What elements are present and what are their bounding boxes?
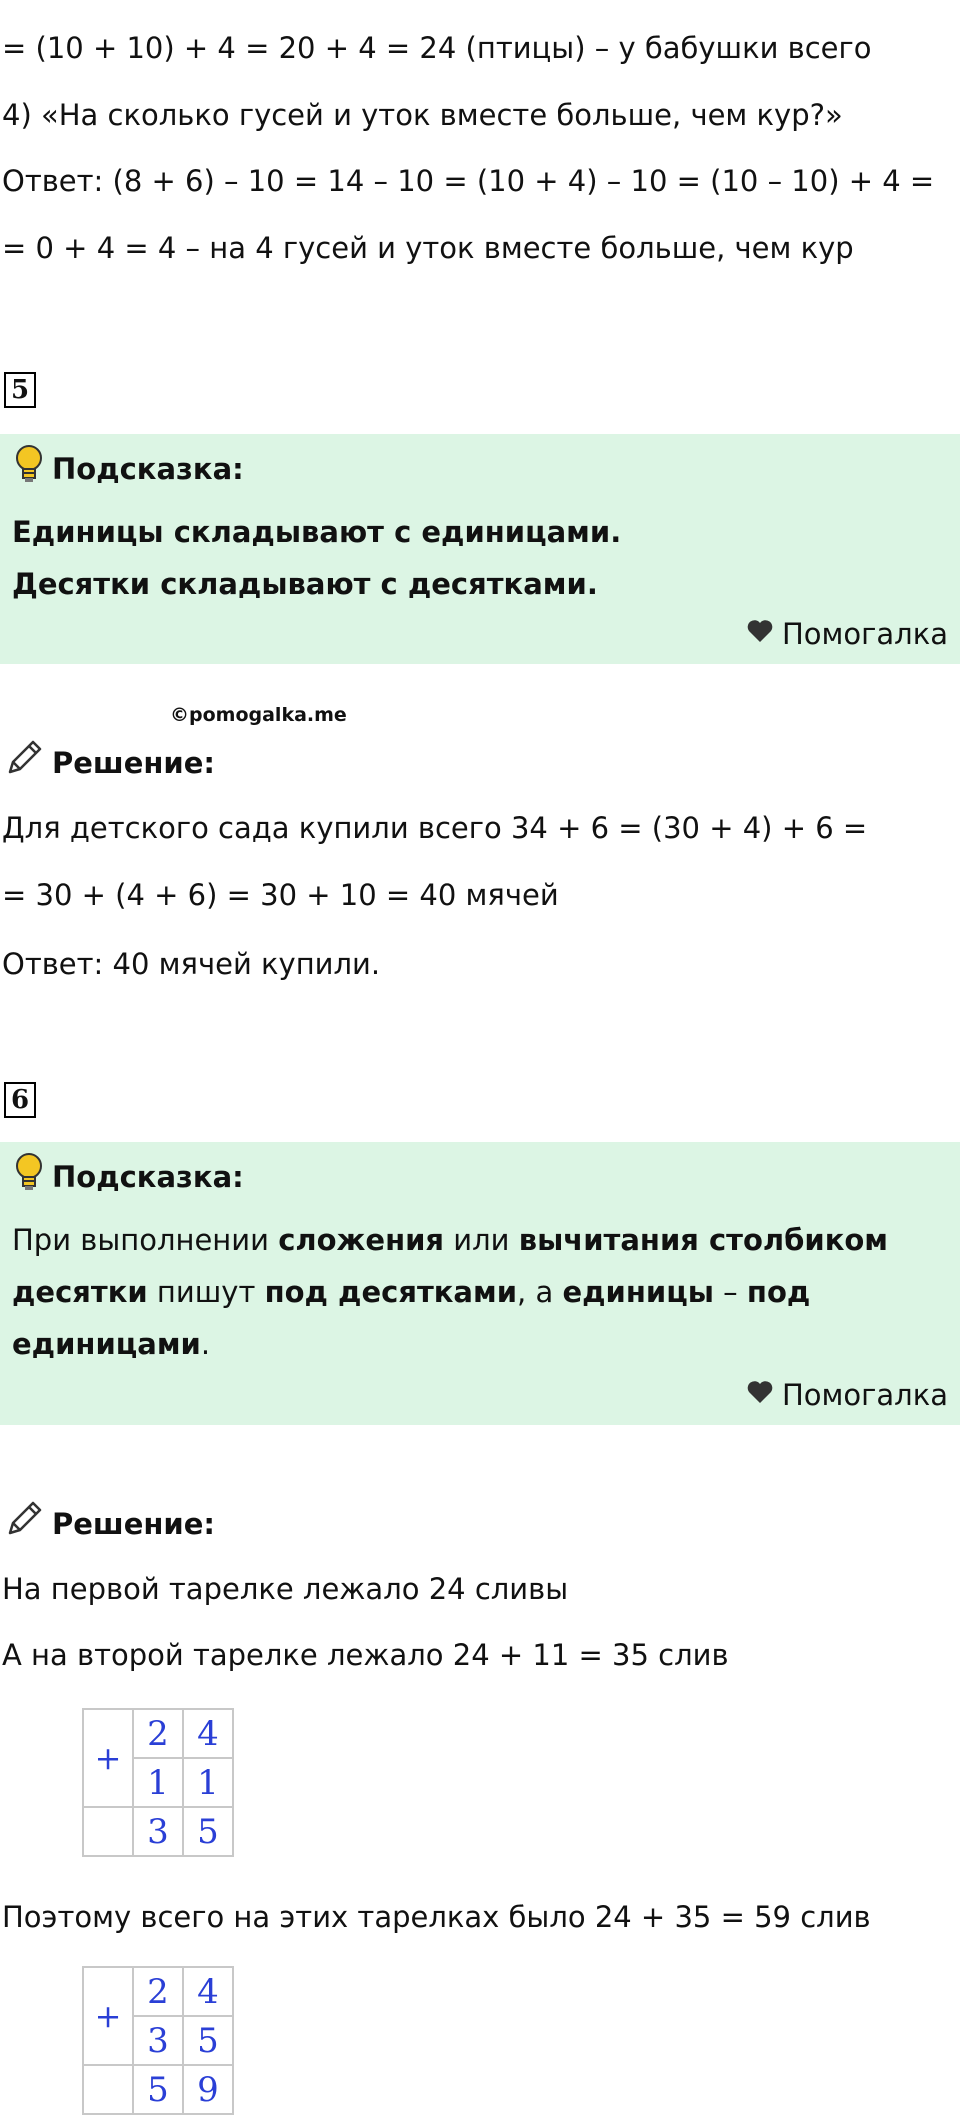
digit-cell: 5 [133, 2065, 183, 2114]
hint-line: При выполнении сложения или вычитания столбиком [12, 1223, 889, 1257]
watermark: ©pomogalka.me [170, 704, 347, 726]
text-line: А на второй тарелке лежало 24 + 11 = 35 слив [2, 1638, 729, 1672]
task-number: 6 [4, 1082, 36, 1118]
hint-line: единицами. [12, 1327, 211, 1361]
text-line: Для детского сада купили всего 34 + 6 = (30 + 4) + 6 = [2, 811, 868, 845]
task-number: 5 [4, 372, 36, 408]
text-line: Ответ: 40 мячей купили. [2, 947, 381, 981]
digit-cell: 9 [183, 2065, 233, 2114]
digit-cell: 2 [133, 1709, 183, 1758]
calc-result-row [83, 1807, 233, 1856]
solution-title [4, 738, 215, 788]
text-line: = (10 + 10) + 4 = 20 + 4 = 24 (птицы) – у бабушки всего [2, 31, 872, 65]
plus-sign: + [83, 1709, 133, 1807]
digit-cell: 2 [133, 1967, 183, 2016]
hint-line: Единицы складывают с единицами. [12, 515, 622, 549]
lightbulb-icon [14, 1152, 44, 1202]
digit-cell: 5 [183, 1807, 233, 1856]
calc-row [83, 1709, 233, 1758]
text-line: Ответ: (8 + 6) – 10 = 14 – 10 = (10 + 4) – 10 = (10 – 10) + 4 = [2, 164, 935, 198]
brand-label [746, 614, 948, 654]
hint-body [12, 1214, 888, 1370]
hint-body [12, 506, 621, 610]
pencil-icon [4, 738, 44, 788]
digit-cell: 1 [183, 1758, 233, 1807]
brand-text: Помогалка [782, 617, 948, 651]
column-addition [82, 1708, 234, 1857]
text-line: = 0 + 4 = 4 – на 4 гусей и уток вместе больше, чем кур [2, 231, 854, 265]
hint-box [0, 434, 960, 664]
solution-title [4, 1499, 215, 1549]
digit-cell: 3 [133, 2016, 183, 2065]
hint-title-label: Подсказка: [52, 452, 244, 486]
solution-title-label: Решение: [52, 1507, 216, 1541]
text-line: 4) «На сколько гусей и уток вместе больше, чем кур?» [2, 98, 843, 132]
lightbulb-icon [14, 444, 44, 494]
text-line: Поэтому всего на этих тарелках было 24 + 35 = 59 слив [2, 1900, 871, 1934]
digit-cell: 4 [183, 1967, 233, 2016]
calc-row [83, 1967, 233, 2016]
empty-cell [83, 2065, 133, 2114]
heart-icon [746, 614, 774, 654]
brand-label [746, 1375, 948, 1415]
heart-icon [746, 1375, 774, 1415]
hint-line: десятки пишут под десятками, а единицы – под [12, 1275, 811, 1309]
plus-sign: + [83, 1967, 133, 2065]
brand-text: Помогалка [782, 1378, 948, 1412]
hint-title [14, 1152, 244, 1202]
digit-cell: 4 [183, 1709, 233, 1758]
digit-cell: 3 [133, 1807, 183, 1856]
hint-box [0, 1142, 960, 1425]
pencil-icon [4, 1499, 44, 1549]
solution-title-label: Решение: [52, 746, 216, 780]
text-line: = 30 + (4 + 6) = 30 + 10 = 40 мячей [2, 878, 559, 912]
digit-cell: 5 [183, 2016, 233, 2065]
text-line: На первой тарелке лежало 24 сливы [2, 1572, 569, 1606]
hint-title-label: Подсказка: [52, 1160, 244, 1194]
digit-cell: 1 [133, 1758, 183, 1807]
empty-cell [83, 1807, 133, 1856]
calc-result-row [83, 2065, 233, 2114]
column-addition [82, 1966, 234, 2115]
hint-title [14, 444, 244, 494]
hint-line: Десятки складывают с десятками. [12, 567, 598, 601]
